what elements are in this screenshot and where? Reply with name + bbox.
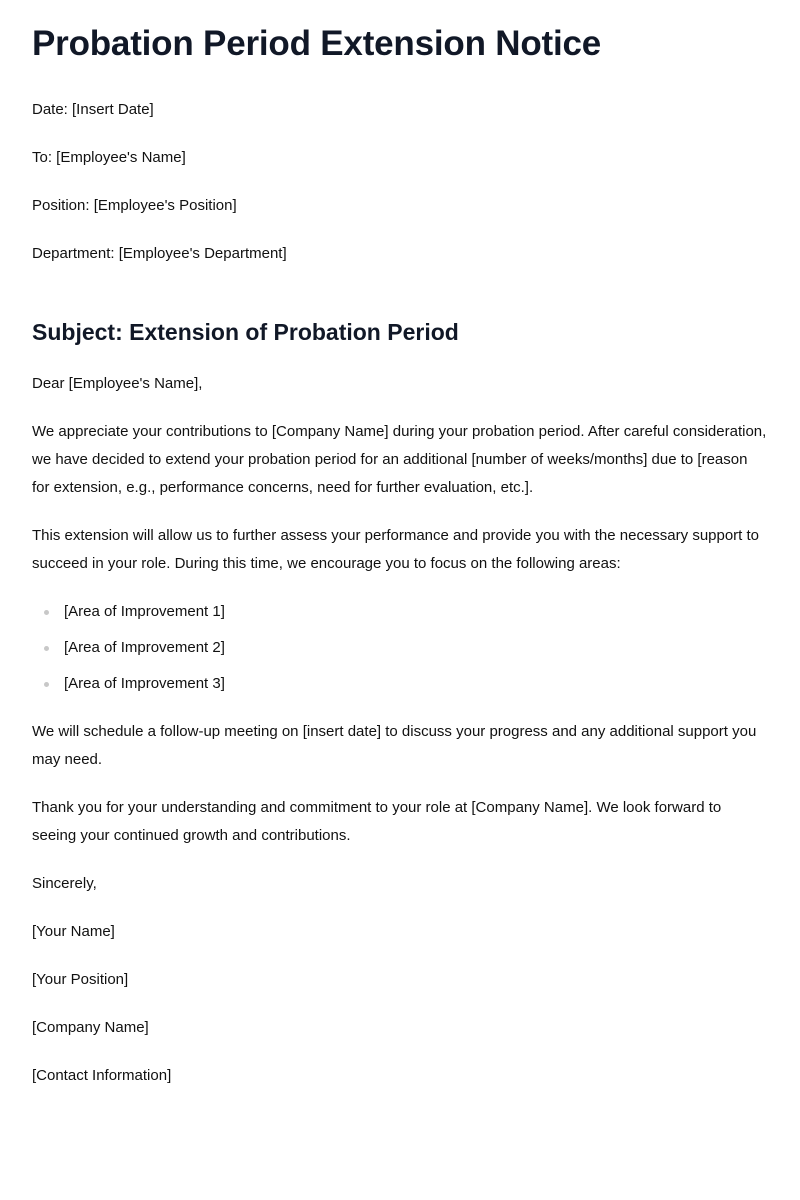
department-field: Department: [Employee's Department]	[32, 244, 287, 262]
signature-block	[32, 918, 768, 1090]
body-paragraph: We appreciate your contributions to [Company Name] during your probation period. After careful consideration, we have decided to extend your probation period for an additional [number of weeks/months] due to [reason for extension, e.g., performance concerns, need for further evaluation, etc.].	[32, 422, 767, 496]
signature-name: [Your Name]	[32, 922, 115, 940]
signature-position: [Your Position]	[32, 970, 129, 988]
body-paragraph: This extension will allow us to further assess your performance and provide you with the necessary support to succeed in your role. During this time, we encourage you to focus on the following areas:	[32, 526, 760, 572]
position-field: Position: [Employee's Position]	[32, 196, 237, 214]
thank-you-paragraph: Thank you for your understanding and commitment to your role at [Company Name]. We look forward to seeing your continued growth and contributions.	[32, 798, 722, 844]
signature-contact: [Contact Information]	[32, 1066, 172, 1084]
list-item: [Area of Improvement 1]	[64, 598, 768, 626]
salutation: Dear [Employee's Name],	[32, 374, 203, 392]
document-title: Probation Period Extension Notice	[32, 24, 602, 63]
to-field: To: [Employee's Name]	[32, 148, 186, 166]
date-field: Date: [Insert Date]	[32, 100, 154, 118]
signature-company: [Company Name]	[32, 1018, 149, 1036]
subject-heading: Subject: Extension of Probation Period	[32, 318, 459, 345]
list-item: [Area of Improvement 2]	[64, 634, 768, 662]
follow-up-paragraph: We will schedule a follow-up meeting on [insert date] to discuss your progress and any additional support you may need.	[32, 722, 757, 768]
header-fields	[32, 96, 768, 268]
list-item: [Area of Improvement 3]	[64, 670, 768, 698]
improvement-areas-list	[32, 598, 768, 698]
signoff: Sincerely,	[32, 874, 97, 892]
